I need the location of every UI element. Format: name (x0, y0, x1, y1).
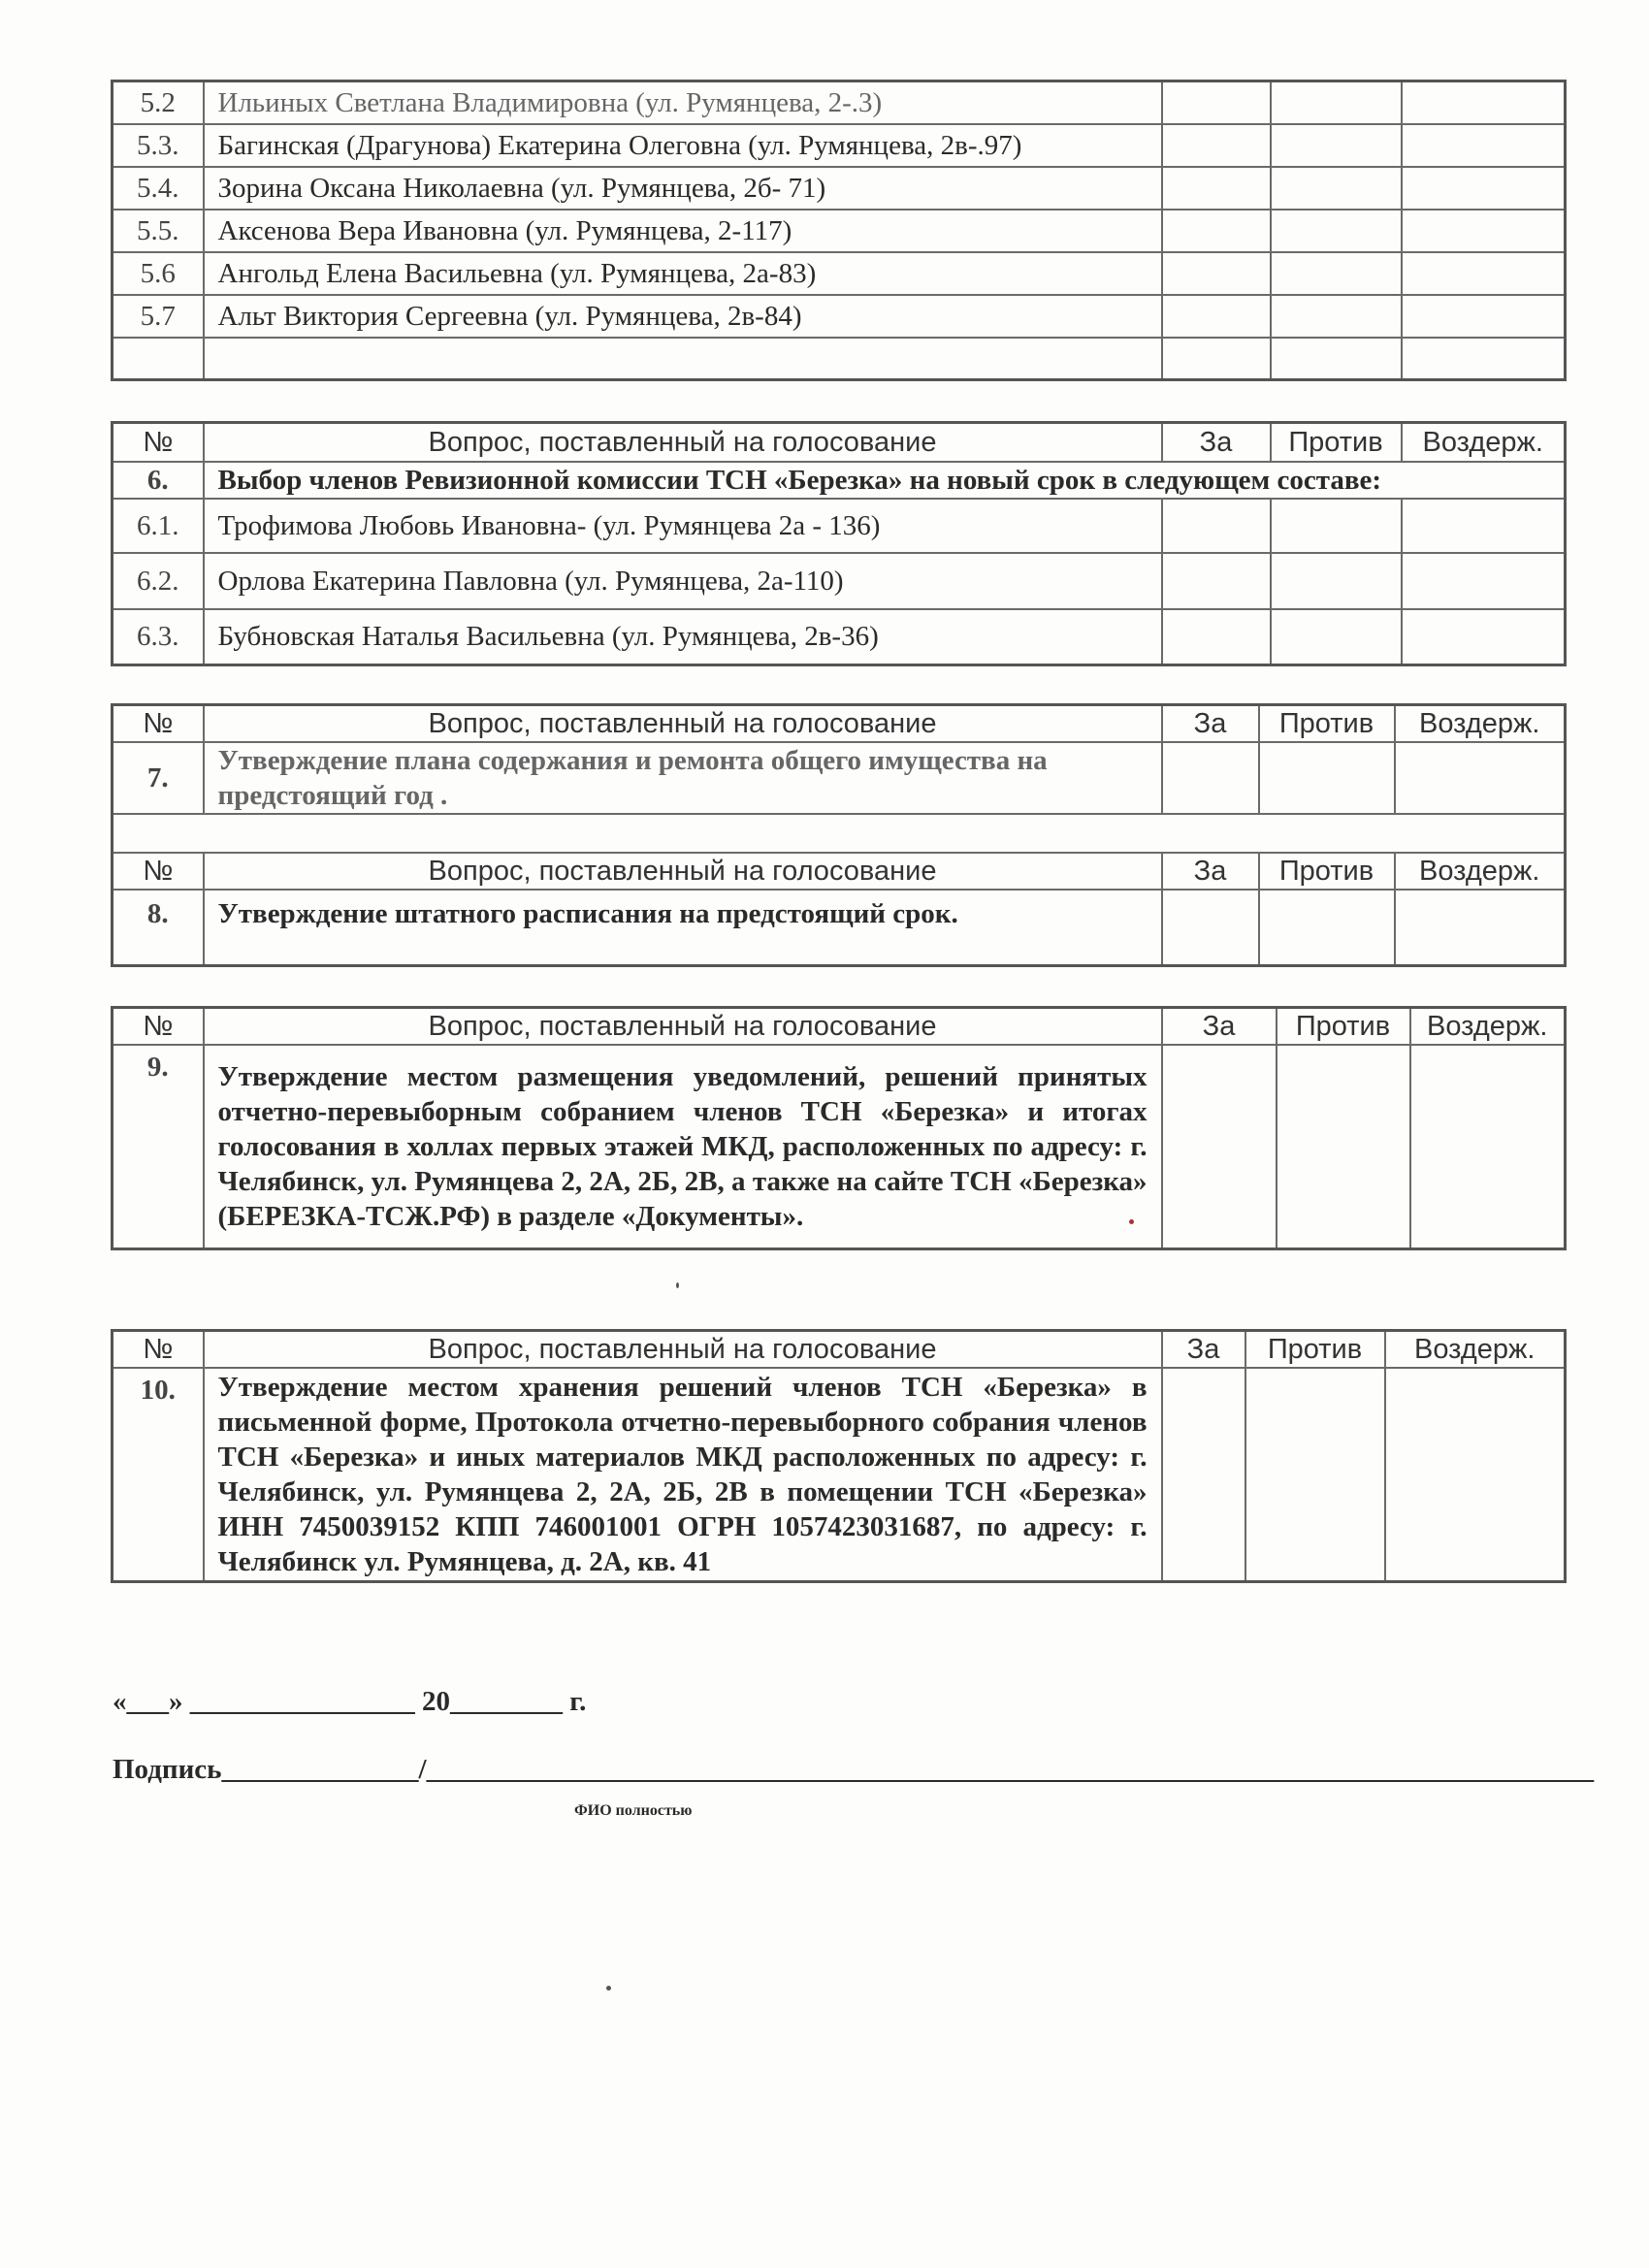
header-against: Против (1259, 705, 1395, 743)
row-number: 5.7 (113, 295, 204, 338)
header-num: № (113, 1331, 204, 1369)
vote-for-cell[interactable] (1162, 210, 1271, 252)
vote-against-cell[interactable] (1259, 890, 1395, 965)
candidate-name: Бубновская Наталья Васильевна (ул. Румянцева, 2в-36) (204, 609, 1162, 665)
header-question: Вопрос, поставленный на голосование (204, 423, 1162, 462)
vote-abstain-cell[interactable] (1395, 890, 1566, 965)
header-row (113, 853, 1566, 890)
header-abstain: Воздерж. (1395, 853, 1566, 890)
question-number: 8. (113, 890, 204, 965)
header-against: Против (1277, 1008, 1410, 1046)
row-number: 6.3. (113, 609, 204, 665)
header-for: За (1162, 1008, 1277, 1046)
table-row (113, 167, 1566, 210)
header-question: Вопрос, поставленный на голосование (204, 1008, 1162, 1046)
spacer-row (113, 814, 1566, 853)
header-against: Против (1245, 1331, 1385, 1369)
question-text: Выбор членов Ревизионной комиссии ТСН «Березка» на новый срок в следующем составе: (204, 462, 1566, 499)
member-name: Аксенова Вера Ивановна (ул. Румянцева, 2-117) (204, 210, 1162, 252)
row-number: 5.3. (113, 124, 204, 167)
header-question: Вопрос, поставленный на голосование (204, 705, 1162, 743)
vote-for-cell[interactable] (1162, 1045, 1277, 1248)
question-row (113, 742, 1566, 814)
members-table (111, 80, 1567, 381)
question-9-table (111, 1006, 1567, 1250)
empty-cell (204, 338, 1162, 380)
header-for: За (1162, 705, 1259, 743)
table-row-empty (113, 338, 1566, 380)
vote-for-cell[interactable] (1162, 252, 1271, 295)
date-line[interactable]: «___» ________________ 20________ г. (113, 1686, 587, 1717)
table-row (113, 609, 1566, 665)
header-against: Против (1271, 423, 1402, 462)
vote-against-cell[interactable] (1271, 81, 1402, 124)
header-row (113, 1008, 1566, 1046)
vote-against-cell[interactable] (1259, 742, 1395, 814)
question-6-table (111, 421, 1567, 666)
vote-abstain-cell[interactable] (1402, 553, 1566, 609)
question-text: Утверждение штатного расписания на предстоящий срок. (204, 890, 1162, 965)
question-text: Утверждение местом размещения уведомлений, решений принятых отчетно-перевыборным собранием членов ТСН «Березка» и итогах голосования в холлах первых этажей МКД, расположенных по адресу: г. Челябинск, ул. Румянцева 2, 2А, 2Б, 2В, а также на сайте ТСН «Березка» (БЕРЕЗКА-ТСЖ.РФ) в разделе «Документы». (204, 1045, 1162, 1248)
header-abstain: Воздерж. (1402, 423, 1566, 462)
header-question: Вопрос, поставленный на голосование (204, 853, 1162, 890)
vote-abstain-cell[interactable] (1402, 167, 1566, 210)
signature-line[interactable]: Подпись______________/___________________________________________________________________________________ (113, 1754, 1595, 1785)
vote-abstain-cell[interactable] (1385, 1368, 1566, 1581)
member-name: Багинская (Драгунова) Екатерина Олеговна (ул. Румянцева, 2в-.97) (204, 124, 1162, 167)
question-number: 9. (113, 1045, 204, 1248)
header-row (113, 1331, 1566, 1369)
vote-against-cell[interactable] (1271, 252, 1402, 295)
vote-for-cell[interactable] (1162, 338, 1271, 380)
vote-for-cell[interactable] (1162, 124, 1271, 167)
table-row (113, 553, 1566, 609)
question-7-8-table (111, 703, 1567, 967)
question-number: 10. (113, 1368, 204, 1581)
vote-against-cell[interactable] (1271, 124, 1402, 167)
vote-for-cell[interactable] (1162, 742, 1259, 814)
member-name: Альт Виктория Сергеевна (ул. Румянцева, 2в-84) (204, 295, 1162, 338)
vote-abstain-cell[interactable] (1402, 295, 1566, 338)
question-row (113, 890, 1566, 965)
table-row (113, 295, 1566, 338)
row-number: 6.1. (113, 499, 204, 553)
header-question: Вопрос, поставленный на голосование (204, 1331, 1162, 1369)
member-name: Ангольд Елена Васильевна (ул. Румянцева, 2а-83) (204, 252, 1162, 295)
question-number: 7. (113, 742, 204, 814)
vote-for-cell[interactable] (1162, 81, 1271, 124)
header-row (113, 705, 1566, 743)
question-number: 6. (113, 462, 204, 499)
vote-against-cell[interactable] (1245, 1368, 1385, 1581)
row-number: 5.4. (113, 167, 204, 210)
vote-for-cell[interactable] (1162, 553, 1271, 609)
header-num: № (113, 423, 204, 462)
vote-against-cell[interactable] (1271, 210, 1402, 252)
vote-abstain-cell[interactable] (1402, 210, 1566, 252)
vote-against-cell[interactable] (1271, 553, 1402, 609)
vote-abstain-cell[interactable] (1410, 1045, 1566, 1248)
vote-abstain-cell[interactable] (1402, 252, 1566, 295)
table-row (113, 81, 1566, 124)
candidate-name: Орлова Екатерина Павловна (ул. Румянцева, 2а-110) (204, 553, 1162, 609)
vote-abstain-cell[interactable] (1402, 609, 1566, 665)
header-row (113, 423, 1566, 462)
row-number: 5.2 (113, 81, 204, 124)
header-abstain: Воздерж. (1395, 705, 1566, 743)
scan-speck (606, 1986, 611, 1991)
fio-caption: ФИО полностью (574, 1802, 693, 1819)
empty-cell (113, 814, 1566, 853)
question-row (113, 1368, 1566, 1581)
question-10-table (111, 1329, 1567, 1583)
header-num: № (113, 705, 204, 743)
vote-against-cell[interactable] (1271, 338, 1402, 380)
table-row (113, 210, 1566, 252)
vote-abstain-cell[interactable] (1402, 338, 1566, 380)
vote-for-cell[interactable] (1162, 609, 1271, 665)
vote-for-cell[interactable] (1162, 295, 1271, 338)
candidate-name: Трофимова Любовь Ивановна- (ул. Румянцева 2а - 136) (204, 499, 1162, 553)
vote-against-cell[interactable] (1277, 1045, 1410, 1248)
row-number: 5.6 (113, 252, 204, 295)
vote-against-cell[interactable] (1271, 167, 1402, 210)
table-row (113, 252, 1566, 295)
vote-for-cell[interactable] (1162, 890, 1259, 965)
question-row (113, 1045, 1566, 1248)
vote-against-cell[interactable] (1271, 499, 1402, 553)
vote-abstain-cell[interactable] (1402, 124, 1566, 167)
header-abstain: Воздерж. (1410, 1008, 1566, 1046)
vote-for-cell[interactable] (1162, 499, 1271, 553)
vote-against-cell[interactable] (1271, 609, 1402, 665)
table-row (113, 124, 1566, 167)
row-number: 5.5. (113, 210, 204, 252)
vote-abstain-cell[interactable] (1395, 742, 1566, 814)
scan-speck (1129, 1219, 1134, 1224)
header-num: № (113, 1008, 204, 1046)
header-abstain: Воздерж. (1385, 1331, 1566, 1369)
table-row (113, 499, 1566, 553)
question-row (113, 462, 1566, 499)
member-name: Ильиных Светлана Владимировна (ул. Румянцева, 2-.3) (204, 81, 1162, 124)
row-number: 6.2. (113, 553, 204, 609)
vote-for-cell[interactable] (1162, 167, 1271, 210)
header-num: № (113, 853, 204, 890)
vote-against-cell[interactable] (1271, 295, 1402, 338)
question-text: Утверждение плана содержания и ремонта общего имущества на предстоящий год . (204, 742, 1162, 814)
question-text: Утверждение местом хранения решений членов ТСН «Березка» в письменной форме, Протокола отчетно-перевыборного собрания членов ТСН «Березка» и иных материалов МКД расположенных по адресу: г. Челябинск, ул. Румянцева 2, 2А, 2Б, 2В в помещении ТСН «Березка» ИНН 7450039152 КПП 746001001 ОГРН 1057423031687, по адресу: г. Челябинск ул. Румянцева, д. 2А, кв. 41 (204, 1368, 1162, 1581)
vote-abstain-cell[interactable] (1402, 499, 1566, 553)
header-for: За (1162, 1331, 1245, 1369)
vote-for-cell[interactable] (1162, 1368, 1245, 1581)
empty-cell (113, 338, 204, 380)
member-name: Зорина Оксана Николаевна (ул. Румянцева, 2б- 71) (204, 167, 1162, 210)
header-for: За (1162, 853, 1259, 890)
vote-abstain-cell[interactable] (1402, 81, 1566, 124)
scan-speck (676, 1282, 679, 1288)
header-for: За (1162, 423, 1271, 462)
header-against: Против (1259, 853, 1395, 890)
